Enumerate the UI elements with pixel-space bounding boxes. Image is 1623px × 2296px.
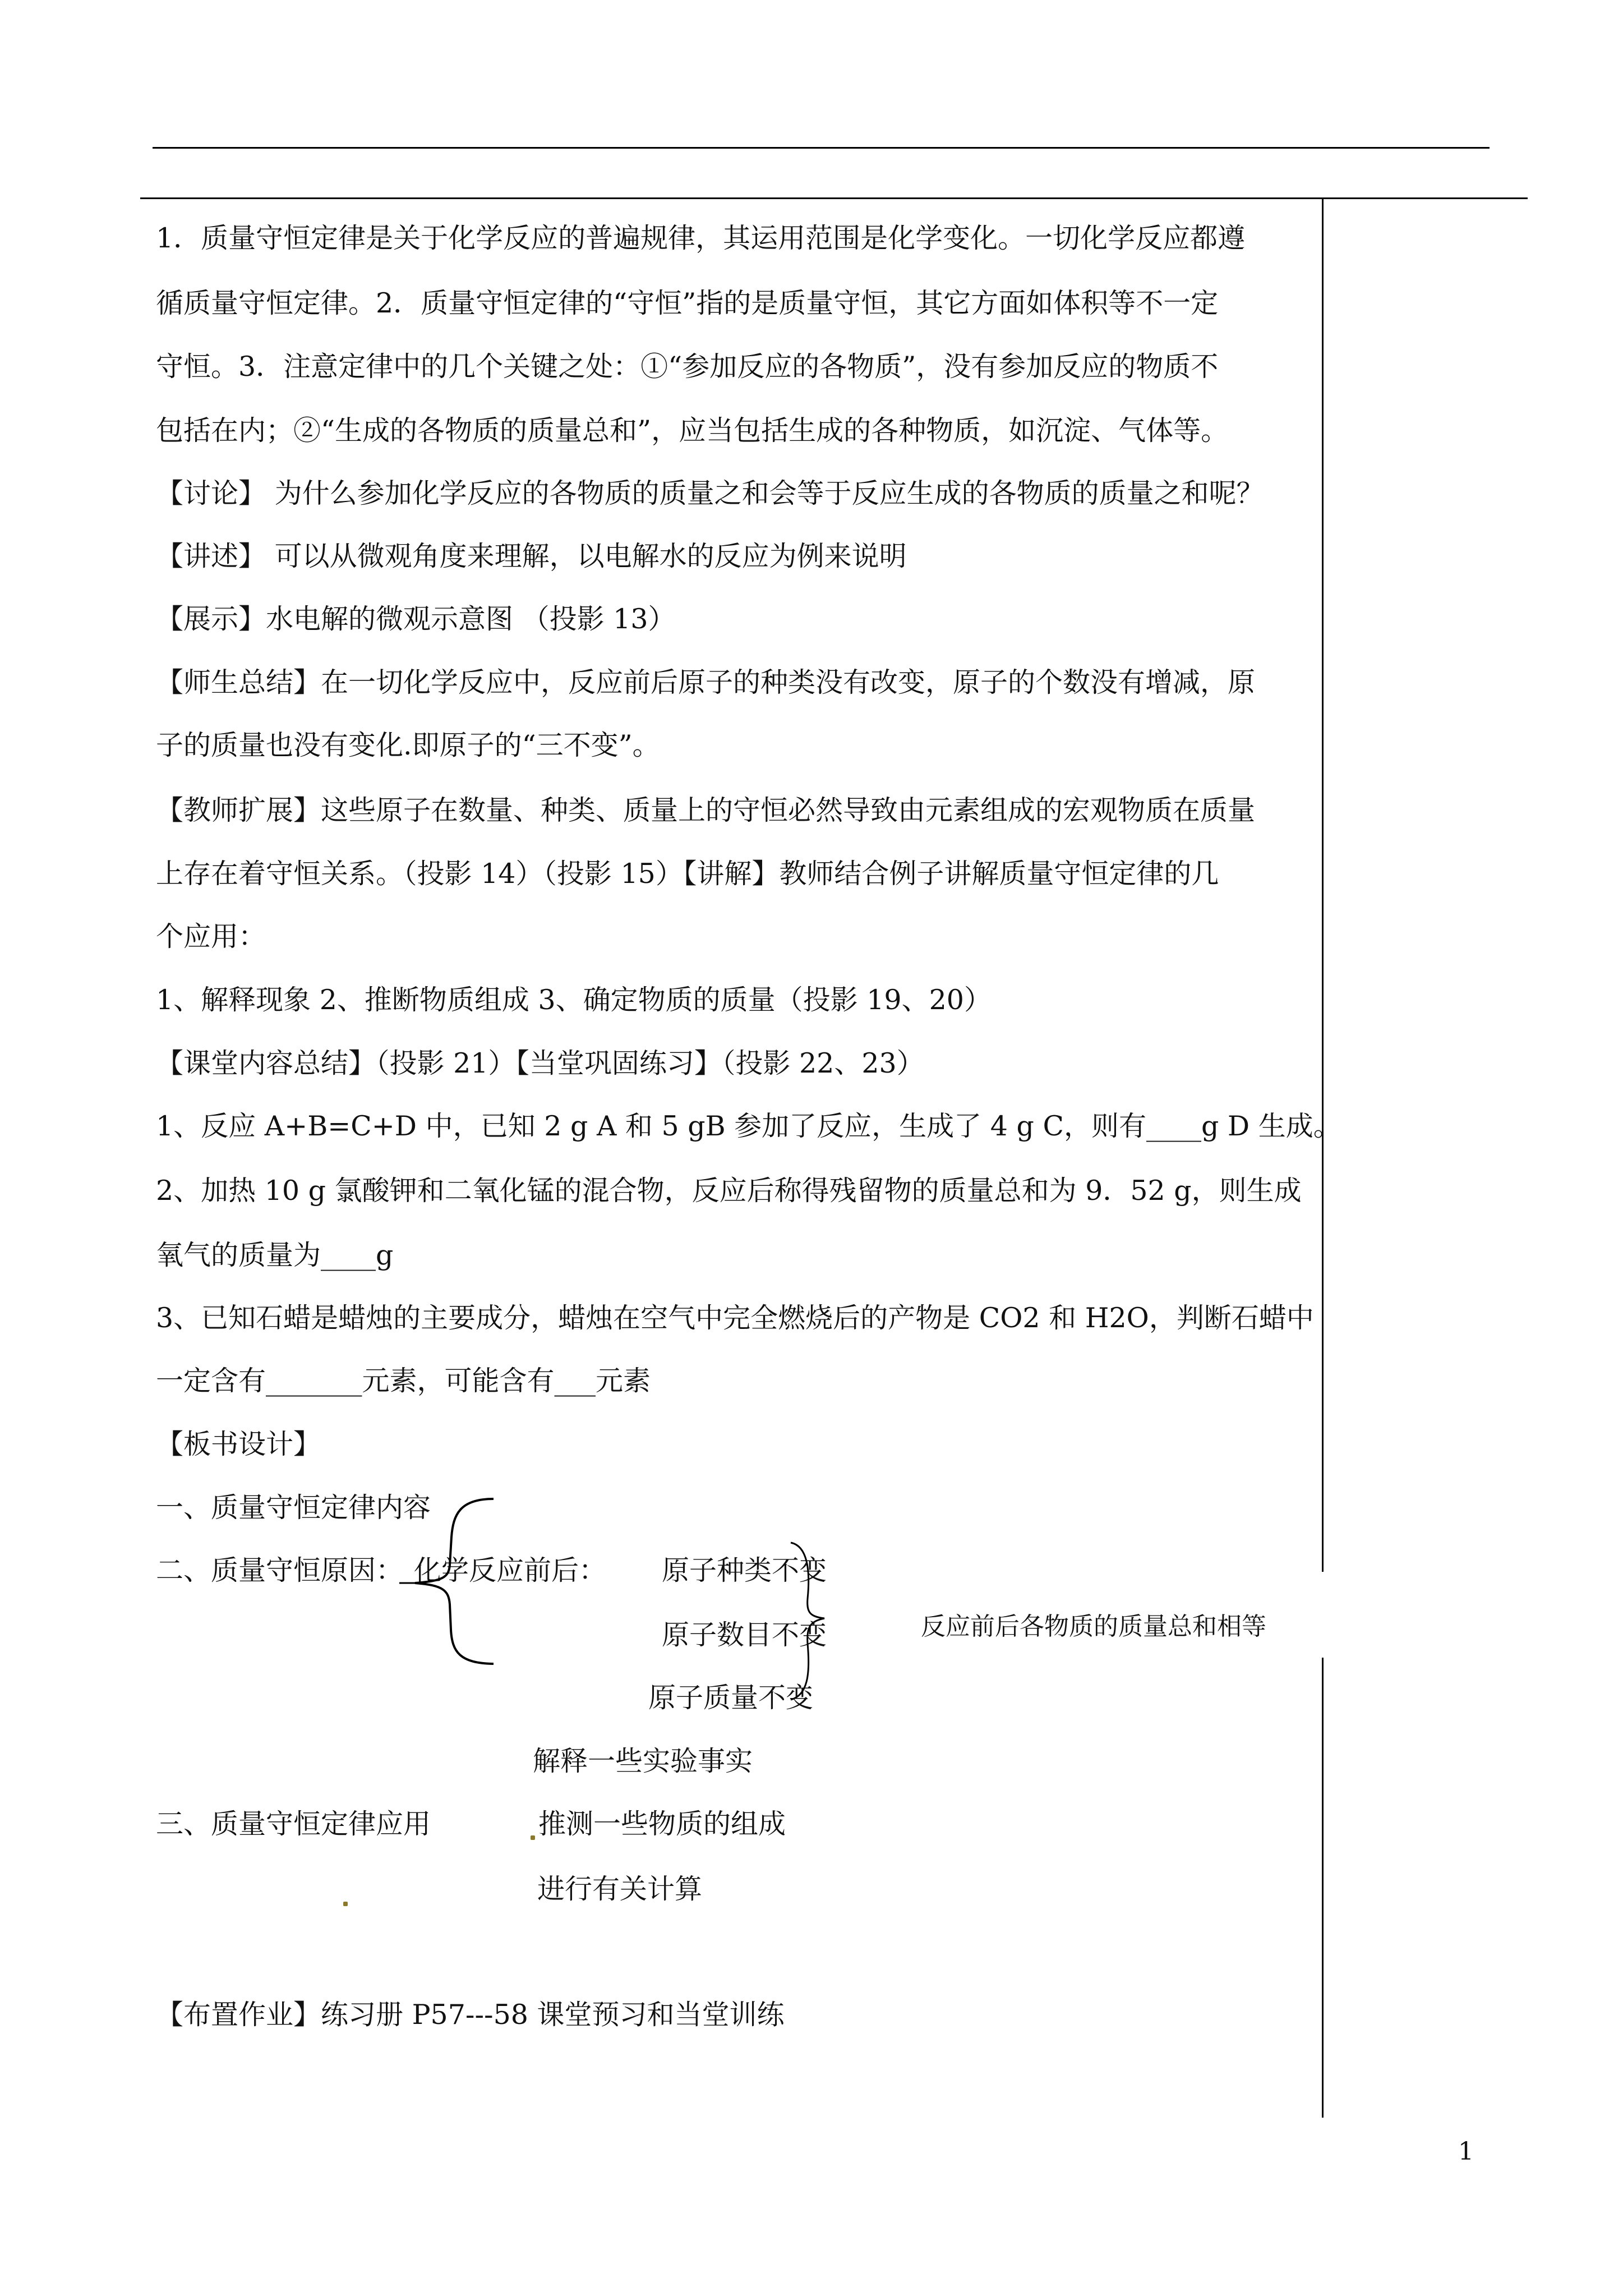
board-app-2: 推测一些物质的组成 bbox=[538, 1808, 786, 1840]
text-line: 个应用： bbox=[156, 921, 266, 953]
board-section-2: 二、质量守恒原因： bbox=[156, 1554, 404, 1586]
text-line: 守恒。3．注意定律中的几个关键之处：①“参加反应的各物质”，没有参加反应的物质不 bbox=[156, 351, 1219, 383]
board-app-1: 解释一些实验事实 bbox=[533, 1745, 753, 1777]
text-line: 1．质量守恒定律是关于化学反应的普遍规律，其运用范围是化学变化。一切化学反应都遵 bbox=[156, 222, 1246, 254]
homework-line: 【布置作业】练习册 P57---58 课堂预习和当堂训练 bbox=[156, 1999, 785, 2031]
text-line: 【讨论】 为什么参加化学反应的各物质的质量之和会等于反应生成的各物质的质量之和呢？ bbox=[156, 477, 1264, 509]
right-brace bbox=[791, 1543, 824, 1700]
board-reaction-label: 化学反应前后： bbox=[414, 1554, 607, 1586]
text-line: 1、反应 A+B=C+D 中，已知 2 g A 和 5 gB 参加了反应，生成了 4 g C，则有____g D 生成。 bbox=[156, 1110, 1341, 1142]
text-line: 【板书设计】 bbox=[156, 1428, 321, 1460]
left-brace bbox=[415, 1499, 494, 1664]
board-section-3: 三、质量守恒定律应用 bbox=[156, 1808, 431, 1840]
board-atom-kind: 原子种类不变 bbox=[662, 1554, 827, 1586]
text-line: 【教师扩展】这些原子在数量、种类、质量上的守恒必然导致由元素组成的宏观物质在质量 bbox=[156, 794, 1256, 826]
text-line: 包括在内；②“生成的各物质的质量总和”，应当包括生成的各种物质，如沉淀、气体等。 bbox=[156, 415, 1229, 447]
board-conclusion: 反应前后各物质的质量总和相等 bbox=[921, 1612, 1266, 1641]
text-line: 【课堂内容总结】（投影 21）【当堂巩固练习】（投影 22、23） bbox=[156, 1047, 924, 1079]
page-number: 1 bbox=[1458, 2137, 1474, 2166]
text-line: 2、加热 10 g 氯酸钾和二氧化锰的混合物，反应后称得残留物的质量总和为 9．52 g，则生成 bbox=[156, 1175, 1302, 1207]
text-line: 3、已知石蜡是蜡烛的主要成分，蜡烛在空气中完全燃烧后的产物是 CO2 和 H2O，判断石蜡中 bbox=[156, 1302, 1314, 1334]
board-section-1: 一、质量守恒定律内容 bbox=[156, 1492, 431, 1524]
board-app-3: 进行有关计算 bbox=[537, 1873, 703, 1905]
board-atom-mass: 原子质量不变 bbox=[648, 1682, 814, 1714]
text-line: 氧气的质量为____g bbox=[156, 1239, 394, 1271]
text-line: 【师生总结】在一切化学反应中，反应前后原子的种类没有改变，原子的个数没有增减，原 bbox=[156, 666, 1256, 698]
text-line: 1、解释现象 2、推断物质组成 3、确定物质的质量（投影 19、20） bbox=[156, 984, 992, 1016]
text-line: 上存在着守恒关系。（投影 14）（投影 15）【讲解】教师结合例子讲解质量守恒定律的几 bbox=[156, 858, 1219, 890]
text-line: 循质量守恒定律。2．质量守恒定律的“守恒”指的是质量守恒，其它方面如体积等不一定 bbox=[156, 287, 1219, 319]
board-atom-number: 原子数目不变 bbox=[662, 1619, 827, 1651]
text-line: 子的质量也没有变化.即原子的“三不变”。 bbox=[156, 729, 660, 761]
text-line: 【展示】水电解的微观示意图 （投影 13） bbox=[156, 603, 676, 635]
text-line: 【讲述】 可以从微观角度来理解，以电解水的反应为例来说明 bbox=[156, 540, 907, 572]
text-line: 一定含有_______元素，可能含有___元素 bbox=[156, 1365, 651, 1397]
